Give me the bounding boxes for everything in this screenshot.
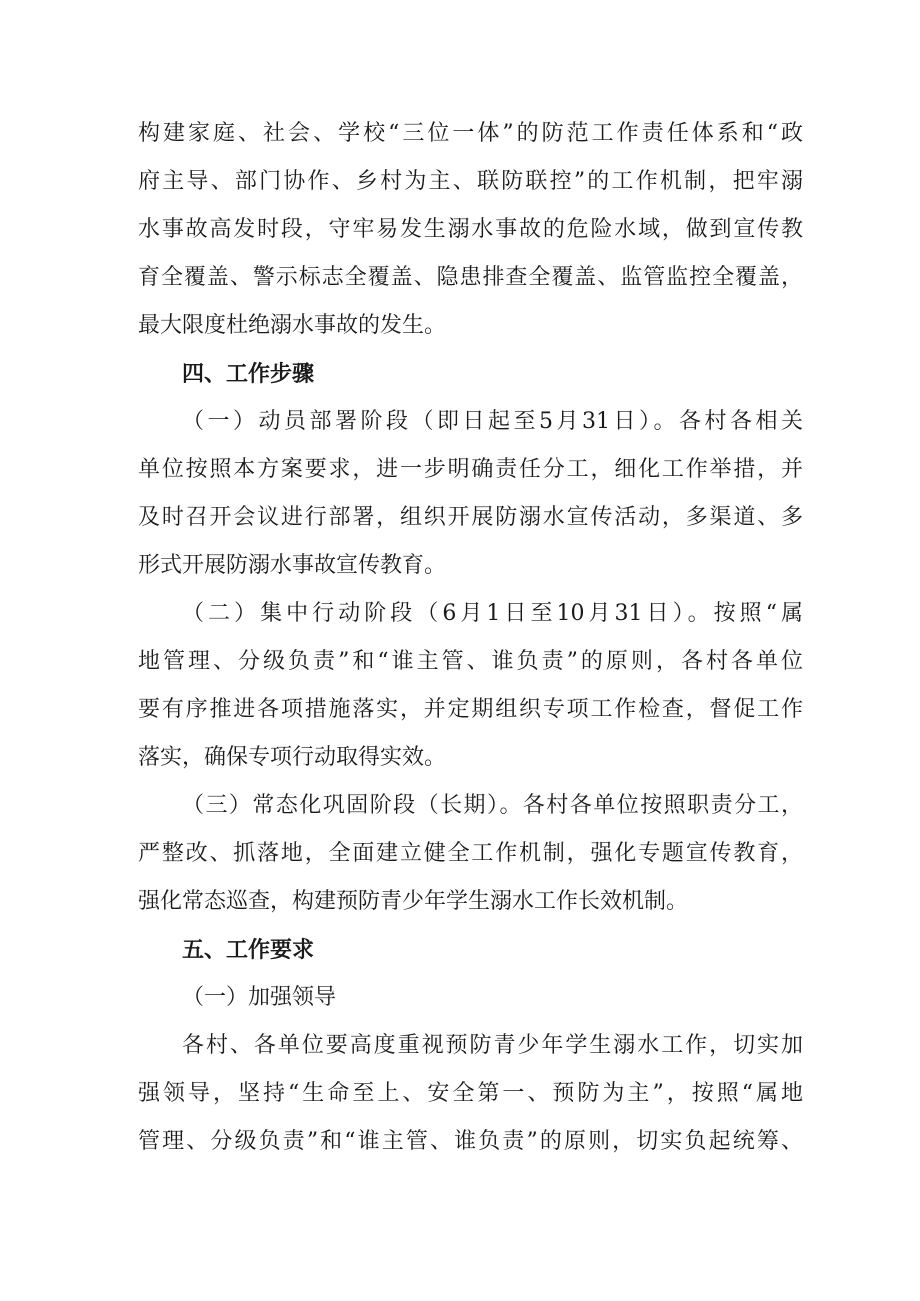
paragraph-line: 地管理、分级负责”和“谁主管、谁负责”的原则，各村各单位	[138, 649, 803, 674]
paragraph-line: 及时召开会议进行部署，组织开展防溺水宣传活动，多渠道、多	[138, 505, 803, 530]
paragraph-line: （一）动员部署阶段（即日起至5月31日）。各村各相关	[182, 409, 803, 434]
paragraph-line: 管理、分级负责”和“谁主管、谁负责”的原则，切实负起统筹、	[138, 1129, 803, 1154]
paragraph-line: 构建家庭、社会、学校“三位一体”的防范工作责任体系和“政	[138, 121, 803, 146]
paragraph-line: 各村、各单位要高度重视预防青少年学生溺水工作，切实加	[182, 1033, 803, 1058]
paragraph-line: 强领导，坚持“生命至上、安全第一、预防为主”，按照“属地	[138, 1081, 803, 1106]
paragraph-line: 落实，确保专项行动取得实效。	[138, 745, 447, 770]
paragraph-line: 最大限度杜绝溺水事故的发生。	[138, 313, 447, 338]
paragraph-line: 水事故高发时段，守牢易发生溺水事故的危险水域，做到宣传教	[138, 217, 803, 242]
paragraph-line: 强化常态巡查，构建预防青少年学生溺水工作长效机制。	[138, 889, 689, 914]
paragraph-line: 形式开展防溺水事故宣传教育。	[138, 553, 447, 578]
section-heading-work-requirements: 五、工作要求	[182, 937, 315, 963]
section-heading-work-steps: 四、工作步骤	[182, 361, 315, 387]
document-page	[138, 110, 803, 1166]
subheading-strengthen-leadership: （一）加强领导	[182, 985, 337, 1010]
paragraph-line: （二）集中行动阶段（6月1日至10月31日）。按照“属	[182, 601, 803, 626]
paragraph-line: 要有序推进各项措施落实，并定期组织专项工作检查，督促工作	[138, 697, 803, 722]
paragraph-line: 单位按照本方案要求，进一步明确责任分工，细化工作举措，并	[138, 457, 803, 482]
paragraph-line: 府主导、部门协作、乡村为主、联防联控”的工作机制，把牢溺	[138, 169, 803, 194]
paragraph-line: 育全覆盖、警示标志全覆盖、隐患排查全覆盖、监管监控全覆盖，	[138, 265, 803, 290]
paragraph-line: 严整改、抓落地，全面建立健全工作机制，强化专题宣传教育，	[138, 841, 803, 866]
paragraph-line: （三）常态化巩固阶段（长期）。各村各单位按照职责分工，	[182, 793, 803, 818]
